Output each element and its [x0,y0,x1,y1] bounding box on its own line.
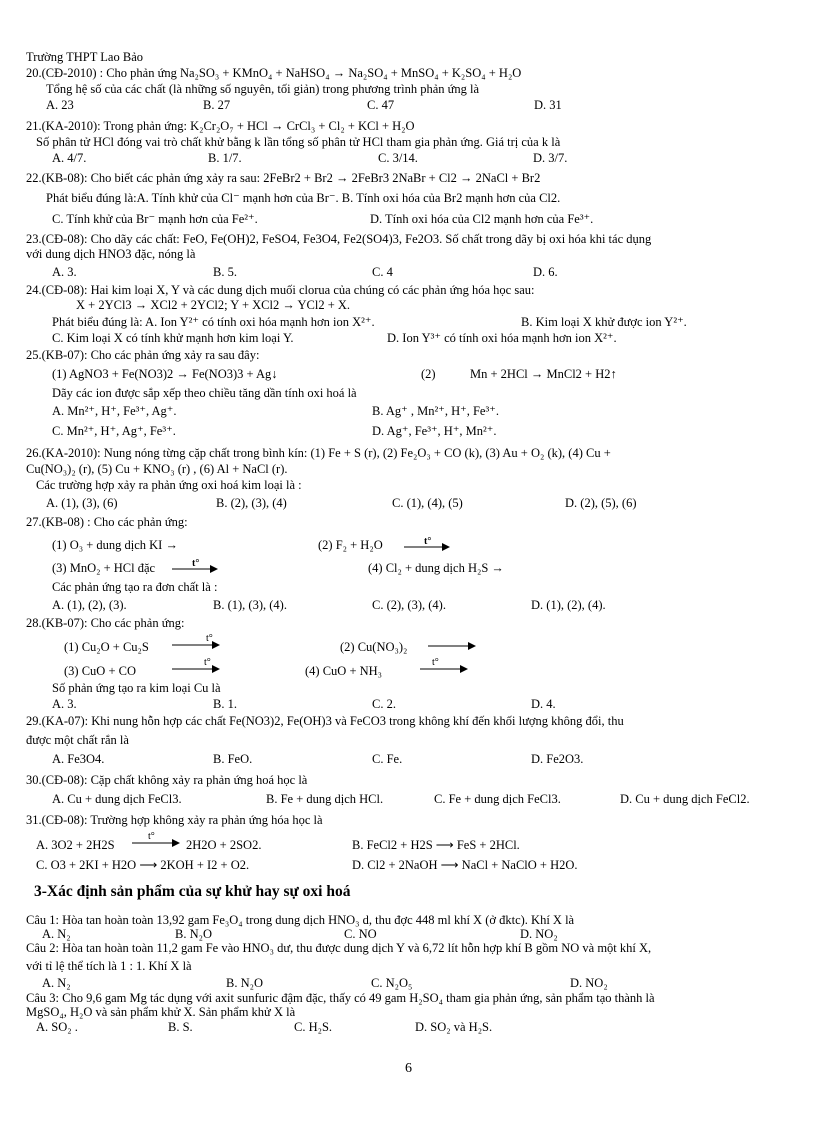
question-28: 28.(KB-07): Cho các phản ứng: [26,616,185,630]
q27-option-d: D. (1), (2), (4). [531,598,606,612]
arrow-label: t° [206,633,213,644]
cau2-option-d: D. NO₂ [570,976,608,990]
question-22: 22.(KB-08): Cho biết các phản ứng xảy ra sau: 2FeBr2 + Br2 → 2FeBr3 2NaBr + Cl2 → 2NaCl + Br2 [26,171,541,185]
question-29: 29.(KA-07): Khi nung hỗn hợp các chất Fe(NO3)2, Fe(OH)3 và FeCO3 trong không khí đến khối lượng không đổi, thu [26,714,624,728]
cau1-option-b: B. N₂O [175,927,212,941]
cau1-option-a: A. N₂ [42,927,71,941]
question-20-stem: Tổng hệ số của các chất (là những số nguyên, tối giản) trong phương trình phản ứng là [46,82,480,96]
q26-option-b: B. (2), (3), (4) [216,496,287,510]
q27-reaction-2: (2) F₂ + H₂O [318,538,383,552]
q20-option-a: A. 23 [46,98,74,112]
q22-options-ab: Phát biểu đúng là:A. Tính khử của Cl⁻ mạnh hơn của Br⁻. B. Tính oxi hóa của Br2 mạnh hơn của Cl2. [46,191,561,205]
question-30: 30.(CĐ-08): Cặp chất không xảy ra phản ứng hoá học là [26,773,308,787]
q20-option-b: B. 27 [203,98,231,112]
q23-option-d: D. 6. [533,265,558,279]
question-21: 21.(KA-2010): Trong phản ứng: K₂Cr₂O₇ + HCl → CrCl₃ + Cl₂ + KCl + H₂O [26,119,415,133]
cau-3-cont: MgSO₄, H₂O và sản phẩm khử X. Sản phẩm khử X là [26,1005,296,1019]
q28-reaction-2: (2) Cu(NO₃)₂ [340,640,408,654]
q21-option-c: C. 3/14. [378,151,418,165]
cau1-option-c: C. NO [344,927,377,941]
q29-option-b: B. FeO. [213,752,253,766]
cau1-option-d: D. NO₂ [520,927,558,941]
question-29-cont: được một chất rắn là [26,733,129,747]
q28-reaction-4: (4) CuO + NH₃ [305,664,383,678]
q28-reaction-3: (3) CuO + CO [64,664,136,678]
question-23-cont: với dung dịch HNO3 đặc, nóng là [26,247,196,261]
q24-option-a: Phát biểu đúng là: A. Ion Y²⁺ có tính oxi hóa mạnh hơn ion X²⁺. [52,315,375,329]
cau-2-cont: với tỉ lệ thể tích là 1 : 1. Khí X là [26,959,192,973]
q31-option-b: B. FeCl2 + H2S ⟶ FeS + 2HCl. [352,838,520,852]
question-27-stem: Các phản ứng tạo ra đơn chất là : [52,580,218,594]
question-27: 27.(KB-08) : Cho các phản ứng: [26,515,188,529]
section-title: 3-Xác định sản phẩm của sự khử hay sự oxi hoá [34,883,351,900]
heat-arrow-icon [170,656,222,674]
question-23: 23.(CĐ-08): Cho dãy các chất: FeO, Fe(OH)2, FeSO4, Fe3O4, Fe2(SO4)3, Fe2O3. Số chất trong dãy bị oxi hóa khi tác dụng [26,232,652,246]
q25-reaction-2: Mn + 2HCl → MnCl2 + H2↑ [470,367,617,381]
q26-option-d: D. (2), (5), (6) [565,496,637,510]
q29-option-a: A. Fe3O4. [52,752,105,766]
q24-option-c: C. Kim loại X có tính khử mạnh hơn kim loại Y. [52,331,294,345]
q20-option-c: C. 47 [367,98,395,112]
q23-option-b: B. 5. [213,265,237,279]
question-21-stem: Số phân tử HCl đóng vai trò chất khử bằng k lần tổng số phân tử HCl tham gia phản ứng. Giá trị của k là [36,135,561,149]
q28-reaction-1: (1) Cu₂O + Cu₂S [64,640,149,654]
q21-option-b: B. 1/7. [208,151,242,165]
q23-option-c: C. 4 [372,265,393,279]
q22-option-c: C. Tính khử của Br⁻ mạnh hơn của Fe²⁺. [52,212,258,226]
q31-option-a-left: A. 3O2 + 2H2S [36,838,115,852]
question-20: 20.(CĐ-2010) : Cho phản ứng Na₂SO₃ + KMnO₄ + NaHSO₄ → Na₂SO₄ + MnSO₄ + K₂SO₄ + H₂O [26,66,522,80]
q24-option-d: D. Ion Y³⁺ có tính oxi hóa mạnh hơn ion X²⁺. [387,331,617,345]
q27-reaction-4: (4) Cl₂ + dung dịch H₂S → [368,561,504,575]
cau2-option-b: B. N₂O [226,976,263,990]
q28-option-a: A. 3. [52,697,77,711]
q26-option-a: A. (1), (3), (6) [46,496,118,510]
cau-1: Câu 1: Hòa tan hoàn toàn 13,92 gam Fe₃O₄ trong dung dịch HNO₃ d, thu đợc 448 ml khí X (ở đktc). Khí X là [26,913,575,927]
school-header: Trường THPT Lao Bảo [26,50,143,64]
question-31: 31.(CĐ-08): Trường hợp không xảy ra phản ứng hóa học là [26,813,323,827]
q30-option-c: C. Fe + dung dịch FeCl3. [434,792,561,806]
q29-option-d: D. Fe2O3. [531,752,584,766]
arrow-label: t° [424,536,432,547]
q27-option-c: C. (2), (3), (4). [372,598,446,612]
q31-option-a-right: 2H2O + 2SO2. [186,838,262,852]
q25-option-d: D. Ag⁺, Fe³⁺, H⁺, Mn²⁺. [372,424,497,438]
arrow-label: t° [148,831,155,842]
question-25: 25.(KB-07): Cho các phản ứng xảy ra sau đây: [26,348,260,362]
cau3-option-d: D. SO₂ và H₂S. [415,1020,493,1034]
question-24-equations: X + 2YCl3 → XCl2 + 2YCl2; Y + XCl2 → YCl2 + X. [76,298,351,312]
q27-option-a: A. (1), (2), (3). [52,598,127,612]
page-number: 6 [405,1061,412,1076]
q28-option-c: C. 2. [372,697,396,711]
q30-option-d: D. Cu + dung dịch FeCl2. [620,792,750,806]
heat-arrow-icon [418,656,470,674]
q25-reaction-2-label: (2) [421,367,436,381]
question-26: 26.(KA-2010): Nung nóng từng cặp chất trong bình kín: (1) Fe + S (r), (2) Fe₂O₃ + CO (k), (3) Au + O₂ (k), (4) Cu + [26,446,611,460]
q28-option-d: D. 4. [531,697,556,711]
q27-option-b: B. (1), (3), (4). [213,598,287,612]
cau-2: Câu 2: Hòa tan hoàn toàn 11,2 gam Fe vào HNO₃ dư, thu được dung dịch Y và 6,72 lít hỗn hợp khí B gồm NO và một khí X, [26,941,652,955]
cau2-option-a: A. N₂ [42,976,71,990]
q25-option-b: B. Ag⁺ , Mn²⁺, H⁺, Fe³⁺. [372,404,499,418]
heat-arrow-icon [402,536,452,552]
cau3-option-c: C. H₂S. [294,1020,333,1034]
q20-option-d: D. 31 [534,98,562,112]
q30-option-b: B. Fe + dung dịch HCl. [266,792,384,806]
cau3-option-a: A. SO₂ . [36,1020,78,1034]
cau-3: Câu 3: Cho 9,6 gam Mg tác dụng với axit sunfuric đậm đặc, thấy có 49 gam H₂SO₄ tham gia phản ứng, sản phẩm tạo thành là [26,991,655,1005]
q25-reaction-1: (1) AgNO3 + Fe(NO3)2 → Fe(NO3)3 + Ag↓ [52,367,278,381]
q28-option-b: B. 1. [213,697,237,711]
q22-option-d: D. Tính oxi hóa của Cl2 mạnh hơn của Fe³⁺. [370,212,594,226]
q25-option-a: A. Mn²⁺, H⁺, Fe³⁺, Ag⁺. [52,404,177,418]
q25-option-c: C. Mn²⁺, H⁺, Ag⁺, Fe³⁺. [52,424,176,438]
q21-option-d: D. 3/7. [533,151,568,165]
q27-reaction-3: (3) MnO₂ + HCl đặc [52,561,156,575]
heat-arrow-icon [130,830,182,848]
question-25-stem: Dãy các ion được sắp xếp theo chiều tăng dần tính oxi hoá là [52,386,357,400]
question-26-stem: Các trường hợp xảy ra phản ứng oxi hoá kim loại là : [36,478,302,492]
q29-option-c: C. Fe. [372,752,403,766]
question-24: 24.(CĐ-08): Hai kim loại X, Y và các dung dịch muối clorua của chúng có các phản ứng hóa học sau: [26,283,535,297]
q30-option-a: A. Cu + dung dịch FeCl3. [52,792,182,806]
heat-arrow-icon [170,632,222,650]
q31-option-c: C. O3 + 2KI + H2O ⟶ 2KOH + I2 + O2. [36,858,250,872]
arrow-label: t° [192,558,200,569]
cau2-option-c: C. N₂O₅ [371,976,413,990]
arrow-label: t° [432,657,439,668]
q24-option-b: B. Kim loại X khử được ion Y²⁺. [521,315,687,329]
q23-option-a: A. 3. [52,265,77,279]
q27-reaction-1: (1) O₃ + dung dịch KI → [52,538,178,552]
arrow-icon [426,640,478,652]
question-26-cont: Cu(NO₃)₂ (r), (5) Cu + KNO₃ (r) , (6) Al + NaCl (r). [26,462,288,476]
heat-arrow-icon [170,558,220,574]
question-28-stem: Số phản ứng tạo ra kim loại Cu là [52,681,221,695]
q31-option-d: D. Cl2 + 2NaOH ⟶ NaCl + NaClO + H2O. [352,858,578,872]
cau3-option-b: B. S. [168,1020,193,1034]
q26-option-c: C. (1), (4), (5) [392,496,463,510]
q21-option-a: A. 4/7. [52,151,87,165]
arrow-label: t° [204,657,211,668]
